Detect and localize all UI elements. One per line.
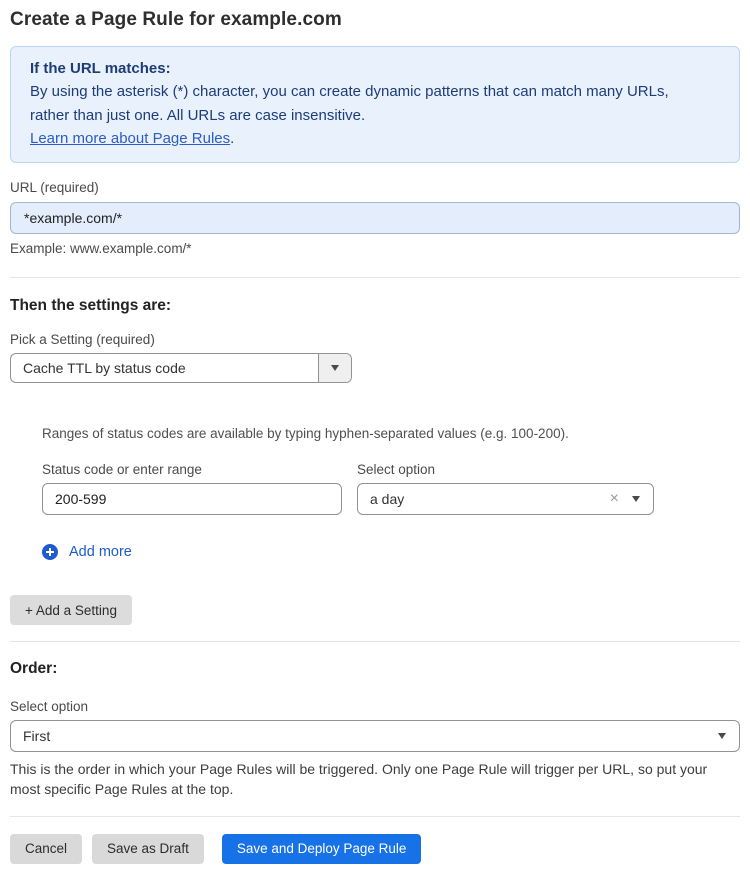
chevron-down-icon [632,496,640,502]
chevron-down-icon [718,733,726,739]
ttl-label: Select option [357,462,436,477]
add-setting-button[interactable]: + Add a Setting [10,595,132,625]
ttl-field [357,462,654,515]
order-select-label: Select option [10,699,89,714]
order-heading: Order: [10,660,58,677]
setting-select-value: Cache TTL by status code [23,360,186,376]
section-divider [10,641,740,642]
cancel-button[interactable]: Cancel [10,834,82,864]
create-page-rule-panel [0,9,750,888]
url-input[interactable] [10,202,740,234]
info-link-row [30,127,720,150]
status-range-hint: Ranges of status codes are available by typing hyphen-separated values (e.g. 100-200). [42,426,569,441]
section-divider [10,277,740,278]
add-more-label: Add more [69,544,132,560]
url-match-info-box [10,46,740,163]
info-box-body [30,80,720,127]
order-help-text: This is the order in which your Page Rules will be triggered. Only one Page Rule will trigger per URL, so put your most specific Page Rules at the top. [10,761,708,798]
clear-icon[interactable]: × [609,490,619,507]
info-body-line: By using the asterisk (*) character, you can create dynamic patterns that can match many URLs, [30,83,669,101]
footer-actions [10,834,740,864]
pick-setting-label: Pick a Setting (required) [10,332,155,347]
save-and-deploy-button[interactable]: Save and Deploy Page Rule [222,834,422,864]
ttl-select-value: a day [370,491,405,507]
order-select[interactable] [10,720,740,752]
settings-heading: Then the settings are: [10,297,172,314]
ttl-select[interactable] [357,483,654,515]
url-example-hint: Example: www.example.com/* [10,241,192,256]
link-suffix: . [230,129,235,147]
ttl-select-icons [610,491,653,507]
info-body-line: rather than just one. All URLs are case insensitive. [30,106,366,124]
save-as-draft-button[interactable]: Save as Draft [92,834,204,864]
chevron-down-icon [318,354,351,382]
setting-detail-block [42,426,740,565]
url-label: URL (required) [10,180,99,195]
status-code-input[interactable] [42,483,342,515]
order-select-value: First [23,728,51,744]
plus-circle-icon [42,544,58,560]
learn-more-link[interactable]: Learn more about Page Rules [30,129,231,147]
setting-select[interactable] [10,353,352,383]
section-divider [10,816,740,817]
info-box-heading: If the URL matches: [30,60,171,77]
status-code-field [42,462,342,515]
add-more-link[interactable] [42,544,132,560]
status-code-label: Status code or enter range [42,462,202,477]
page-title: Create a Page Rule for example.com [10,9,342,30]
status-code-row [42,462,740,515]
